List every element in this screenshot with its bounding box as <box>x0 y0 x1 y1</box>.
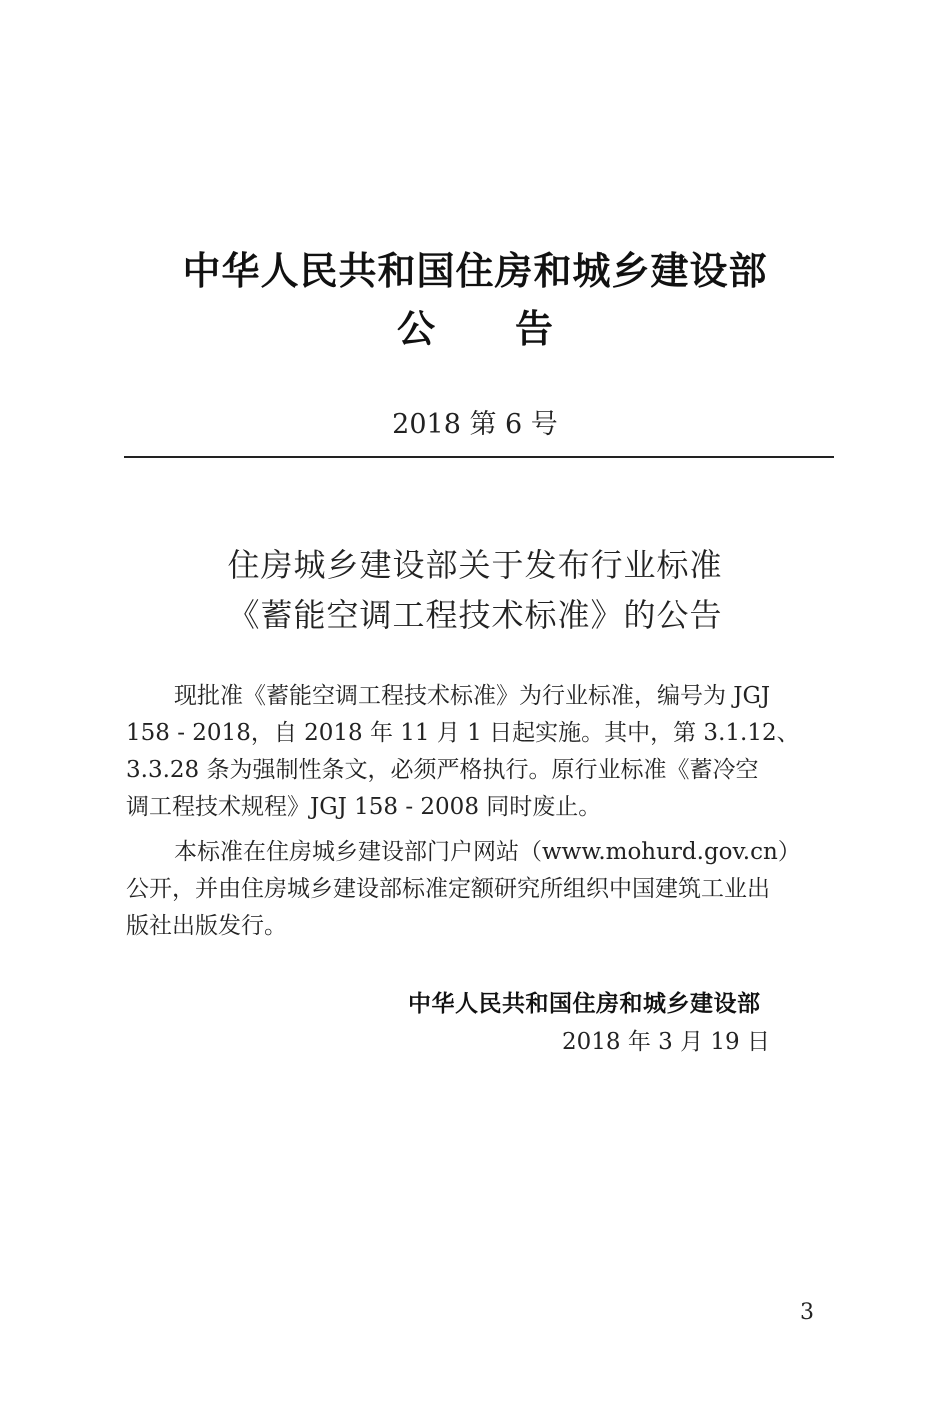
notice-title-line-1: 住房城乡建设部关于发布行业标准 <box>227 546 723 584</box>
issue-date: 2018 年 3 月 19 日 <box>562 1029 770 1055</box>
agency-title: 中华人民共和国住房和城乡建设部 <box>182 249 768 293</box>
notice-title-line-2: 《蓄能空调工程技术标准》的公告 <box>227 596 723 634</box>
paragraph-line: 3.3.28 条为强制性条文，必须严格执行。原行业标准《蓄冷空 <box>126 757 759 783</box>
body-paragraph-publication <box>126 834 834 945</box>
notice-heading: 公告 <box>396 307 633 351</box>
notice-number: 2018 第 6 号 <box>392 409 558 440</box>
paragraph-line: 调工程技术规程》JGJ 158 - 2008 同时废止。 <box>126 794 602 820</box>
page-number: 3 <box>800 1300 814 1325</box>
paragraph-line: 现批准《蓄能空调工程技术标准》为行业标准，编号为 JGJ <box>174 683 771 709</box>
header-divider <box>124 456 834 458</box>
paragraph-line: 158 - 2018，自 2018 年 11 月 1 日起实施。其中，第 3.1.12、 <box>126 720 800 746</box>
paragraph-line: 本标准在住房城乡建设部门户网站（www.mohurd.gov.cn） <box>174 839 801 865</box>
paragraph-line: 版社出版发行。 <box>126 913 287 939</box>
body-paragraph-approval <box>126 678 834 826</box>
issuer-signature: 中华人民共和国住房和城乡建设部 <box>408 991 761 1017</box>
paragraph-line: 公开，并由住房城乡建设部标准定额研究所组织中国建筑工业出 <box>126 876 770 902</box>
